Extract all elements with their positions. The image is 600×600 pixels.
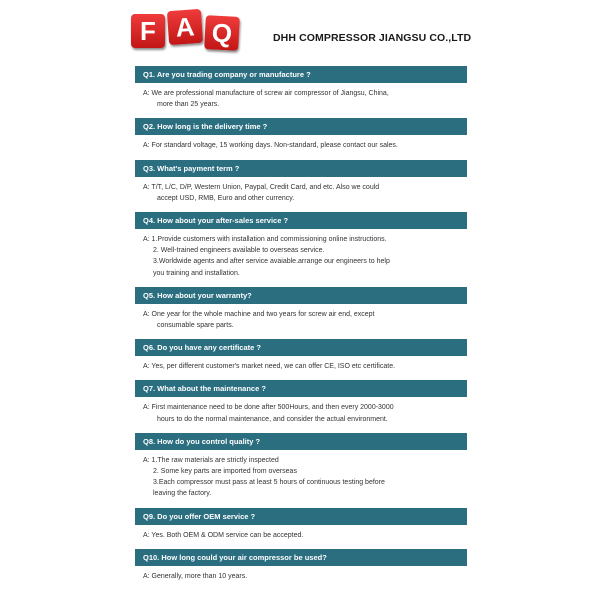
faq-answer-line: A: Yes. Both OEM & ODM service can be accepted.	[143, 531, 304, 539]
faq-answer	[135, 304, 467, 339]
faq-item	[135, 508, 467, 549]
faq-logo-letter: Q	[204, 15, 240, 51]
faq-answer-line: A: 1.The raw materials are strictly inspected	[143, 456, 279, 464]
faq-item	[135, 287, 467, 339]
faq-answer	[135, 566, 467, 590]
faq-question: Q6. Do you have any certificate ?	[135, 339, 467, 356]
faq-item	[135, 549, 467, 590]
faq-answer-line: you training and installation.	[153, 269, 240, 277]
faq-question: Q1. Are you trading company or manufacture ?	[135, 66, 467, 83]
faq-answer	[135, 83, 467, 118]
faq-answer	[135, 525, 467, 549]
faq-answer-line: A: Generally, more than 10 years.	[143, 572, 248, 580]
faq-logo-letter: A	[167, 9, 203, 45]
faq-answer	[135, 450, 467, 508]
faq-answer-line: more than 25 years.	[157, 101, 220, 109]
faq-list	[135, 66, 467, 590]
faq-answer-line: accept USD, RMB, Euro and other currency.	[157, 194, 295, 202]
faq-answer-line: A: One year for the whole machine and two years for screw air end, except	[143, 310, 375, 318]
header	[0, 0, 600, 62]
faq-answer-line: leaving the factory.	[153, 490, 212, 498]
faq-item	[135, 66, 467, 118]
faq-item	[135, 380, 467, 432]
faq-item	[135, 433, 467, 508]
faq-question: Q2. How long is the delivery time ?	[135, 118, 467, 135]
faq-answer	[135, 135, 467, 159]
faq-answer-line: 2. Well-trained engineers available to overseas service.	[153, 247, 325, 255]
faq-logo-letter: F	[131, 14, 165, 48]
faq-question: Q10. How long could your air compressor be used?	[135, 549, 467, 566]
faq-answer	[135, 177, 467, 212]
faq-question: Q7. What about the maintenance ?	[135, 380, 467, 397]
faq-answer	[135, 229, 467, 287]
faq-answer-line: 3.Worldwide agents and after service avaiable.arrange our engineers to help	[153, 258, 390, 266]
faq-answer-line: A: For standard voltage, 15 working days. Non-standard, please contact our sales.	[143, 142, 398, 150]
faq-answer-line: A: Yes, per different customer's market need, we can offer CE, ISO etc certificate.	[143, 363, 396, 371]
company-name: DHH COMPRESSOR JIANGSU CO.,LTD	[273, 32, 472, 44]
faq-answer	[135, 356, 467, 380]
faq-question: Q3. What's payment term ?	[135, 160, 467, 177]
faq-answer-line: A: T/T, L/C, D/P, Western Union, Paypal, Credit Card, and etc. Also we could	[143, 183, 380, 191]
faq-answer-line: A: 1.Provide customers with installation and commissioning online instructions.	[143, 236, 387, 244]
faq-question: Q4. How about your after-sales service ?	[135, 212, 467, 229]
faq-answer-line: consumable spare parts.	[157, 322, 234, 330]
faq-item	[135, 160, 467, 212]
faq-question: Q9. Do you offer OEM service ?	[135, 508, 467, 525]
faq-answer-line: 2. Some key parts are imported from overseas	[153, 468, 297, 476]
faq-question: Q8. How do you control quality ?	[135, 433, 467, 450]
faq-answer-line: 3.Each compressor must pass at least 5 hours of continuous testing before	[153, 479, 385, 487]
faq-item	[135, 212, 467, 287]
faq-answer	[135, 397, 467, 432]
faq-item	[135, 118, 467, 159]
faq-question: Q5. How about your warranty?	[135, 287, 467, 304]
faq-answer-line: A: First maintenance need to be done after 500Hours, and then every 2000-3000	[143, 404, 394, 412]
faq-answer-line: hours to do the normal maintenance, and consider the actual environment.	[157, 415, 388, 423]
faq-answer-line: A: We are professional manufacture of screw air compressor of Jiangsu, China,	[143, 90, 389, 97]
faq-logo	[131, 10, 239, 49]
faq-item	[135, 339, 467, 380]
